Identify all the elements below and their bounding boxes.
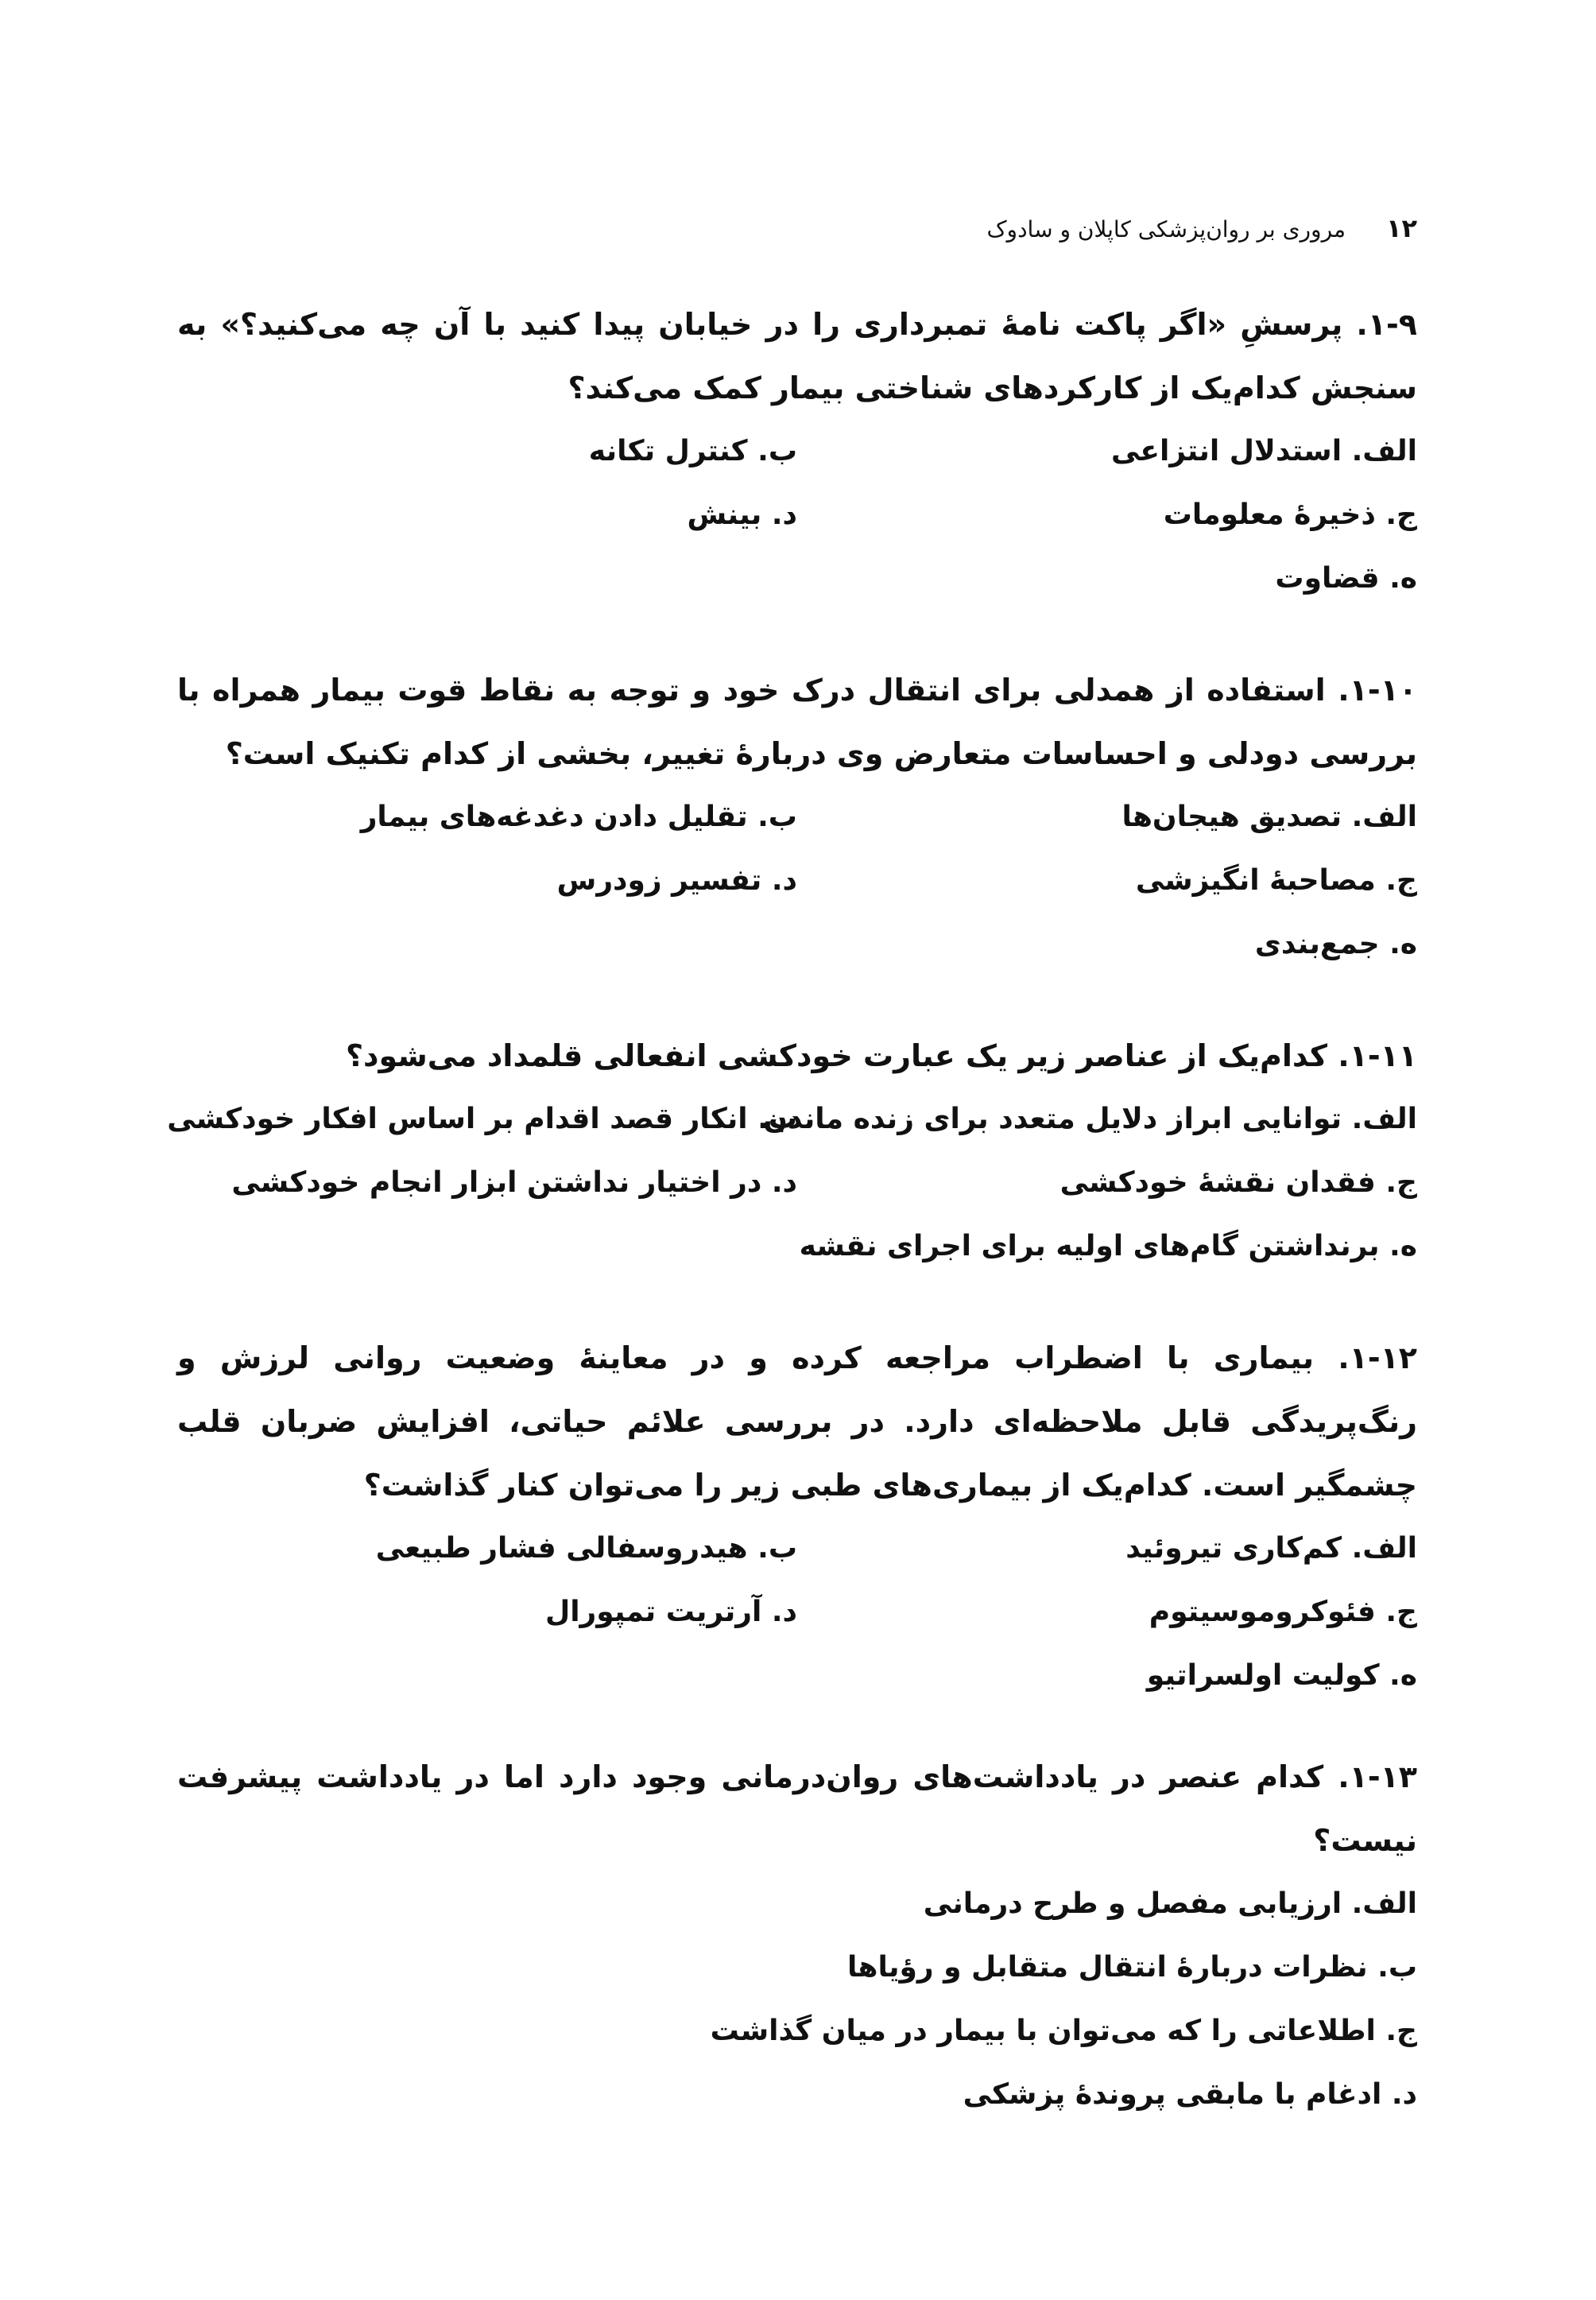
option-d: د. ادغام با مابقی پروندهٔ پزشکی [963, 2078, 1417, 2111]
option-b: ب. کنترل تکانه [588, 435, 797, 467]
option-b: ب. تقلیل دادن دغدغه‌های بیمار [360, 801, 797, 833]
option-e: ه. جمع‌بندی [1254, 928, 1417, 960]
option-e: ه. قضاوت [1275, 562, 1417, 595]
question-stem: ۱-۱۳. کدام عنصر در یادداشت‌های روان‌درمانی وجود دارد اما در یادداشت پیشرفت نیست؟ [177, 1759, 1417, 1858]
option-a: الف. تصدیق هیجان‌ها [1121, 801, 1417, 833]
option-a: الف. استدلال انتزاعی [1110, 435, 1417, 467]
question-1-9 [177, 293, 1417, 611]
option-d: د. در اختیار نداشتن ابزار انجام خودکشی [231, 1166, 797, 1199]
book-title: مروری بر روان‌پزشکی کاپلان و سادوک [986, 216, 1346, 242]
option-d: د. بینش [687, 498, 797, 531]
option-a: الف. ارزیابی مفصل و طرح درمانی [923, 1887, 1417, 1920]
option-list [177, 1872, 1417, 2127]
option-list [177, 420, 1417, 611]
question-1-11 [167, 1024, 1417, 1278]
page-header [177, 213, 1417, 243]
option-c: ج. فئوکروموسیتوم [1149, 1596, 1417, 1628]
option-list [177, 785, 1417, 976]
question-1-13 [177, 1745, 1417, 2127]
option-c: ج. ذخیرهٔ معلومات [1163, 498, 1417, 531]
option-e: ه. برنداشتن گام‌های اولیه برای اجرای نقشه [799, 1230, 1417, 1262]
option-d: د. آرتریت تمپورال [544, 1596, 797, 1628]
question-stem: ۱-۱۲. بیماری با اضطراب مراجعه کرده و در معاینهٔ وضعیت روانی لرزش و رنگ‌پریدگی قابل ملاحظه‌ای دارد. در بررسی علائم حیاتی، افزایش ضربان قلب چشمگیر است. کدام‌یک از بیماری‌های طبی زیر را می‌توان کنار گذاشت؟ [177, 1340, 1417, 1503]
option-c: ج. اطلاعاتی را که می‌توان با بیمار در میان گذاشت [710, 2015, 1417, 2047]
question-1-10 [177, 658, 1417, 976]
question-1-12 [177, 1326, 1417, 1708]
question-stem: ۱-۱۰. استفاده از همدلی برای انتقال درک خود و توجه به نقاط قوت بیمار همراه با بررسی دودلی و احساسات متعارض وی دربارهٔ تغییر، بخشی از کدام تکنیک است؟ [177, 673, 1417, 771]
option-e: ه. کولیت اولسراتیو [1146, 1659, 1417, 1692]
option-list [167, 1088, 1417, 1278]
option-b: ب. هیدروسفالی فشار طبیعی [375, 1532, 797, 1565]
option-a: الف. توانایی ابراز دلایل متعدد برای زنده ماندن [763, 1103, 1417, 1135]
option-d: د. تفسیر زودرس [556, 864, 797, 897]
option-b: ب. نظرات دربارهٔ انتقال متقابل و رؤیاها [846, 1951, 1417, 1984]
option-b: ب. انکار قصد اقدام بر اساس افکار خودکشی [167, 1103, 797, 1135]
page-number: ۱۲ [1385, 213, 1417, 243]
question-stem: ۱-۱۱. کدام‌یک از عناصر زیر یک عبارت خودکشی انفعالی قلمداد می‌شود؟ [345, 1038, 1417, 1073]
option-c: ج. فقدان نقشهٔ خودکشی [1059, 1166, 1417, 1199]
option-list [177, 1517, 1417, 1708]
option-c: ج. مصاحبهٔ انگیزشی [1135, 864, 1417, 897]
option-a: الف. کم‌کاری تیروئید [1125, 1532, 1417, 1565]
question-stem: ۱-۹. پرسشِ «اگر پاکت نامهٔ تمبرداری را در خیابان پیدا کنید با آن چه می‌کنید؟» به سنجش کدام‌یک از کارکردهای شناختی بیمار کمک می‌کند؟ [177, 307, 1417, 405]
